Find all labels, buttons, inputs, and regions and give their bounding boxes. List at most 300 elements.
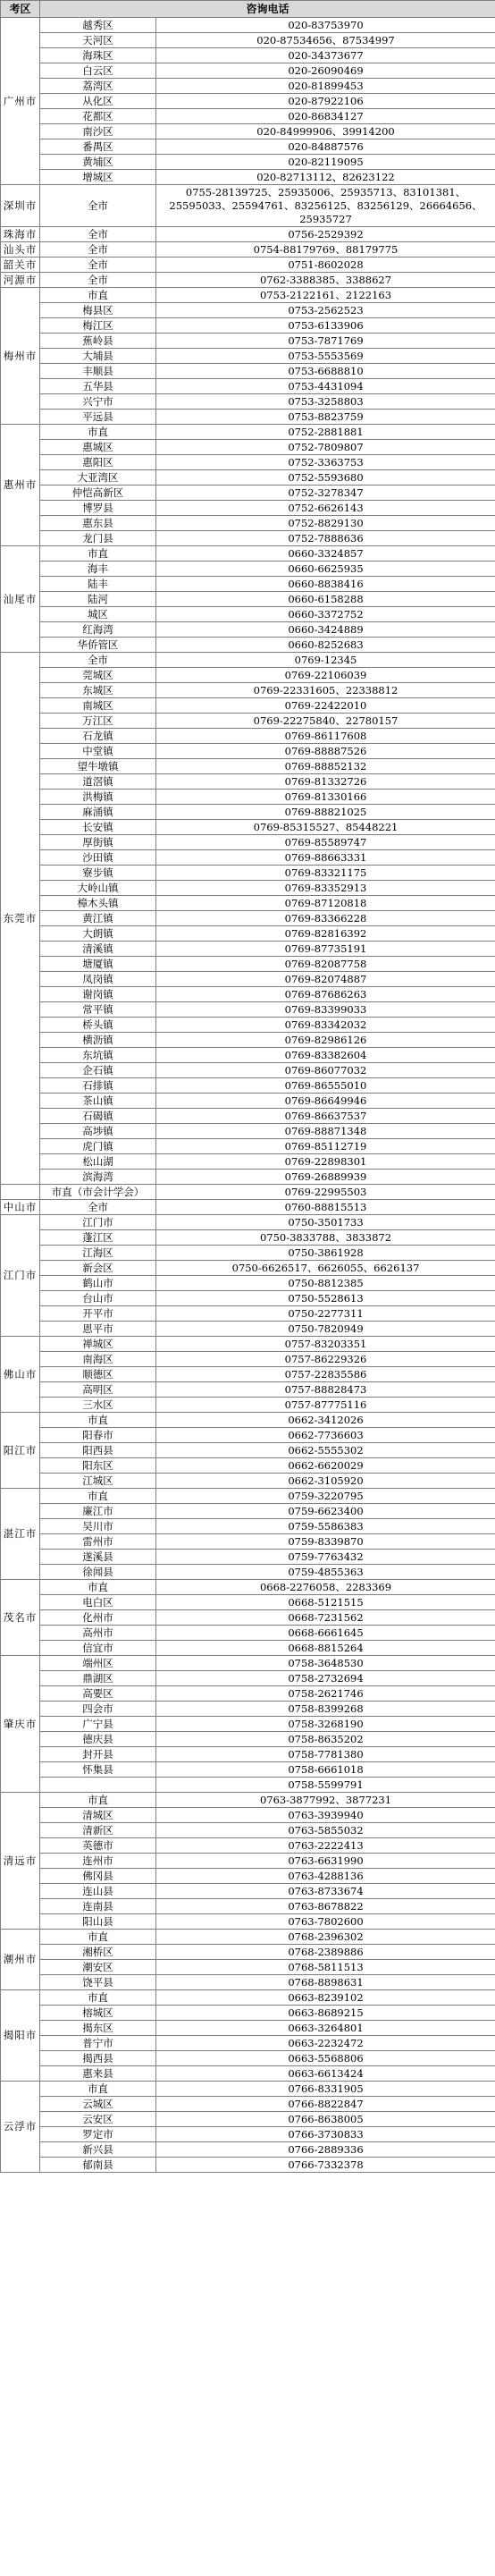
phone-cell: 0660-3372752 <box>156 607 495 622</box>
district-cell: 高明区 <box>40 1382 156 1398</box>
phone-cell: 0763-7802600 <box>156 1914 495 1930</box>
table-row <box>1 1550 495 1565</box>
table-row <box>1 683 495 698</box>
phone-cell: 0753-3258803 <box>156 394 495 410</box>
table-row <box>1 288 495 303</box>
phone-cell: 0750-2277311 <box>156 1306 495 1322</box>
table-row <box>1 638 495 653</box>
table-row <box>1 1884 495 1899</box>
phone-cell: 0769-87686263 <box>156 987 495 1002</box>
district-cell: 封开县 <box>40 1747 156 1762</box>
region-cell: 珠海市 <box>1 227 40 242</box>
district-cell: 全市 <box>40 185 156 227</box>
table-row <box>1 668 495 683</box>
district-cell: 新会区 <box>40 1261 156 1276</box>
table-row <box>1 18 495 33</box>
phone-cell: 0753-6688810 <box>156 364 495 379</box>
district-cell: 陆丰 <box>40 577 156 592</box>
table-row <box>1 1276 495 1291</box>
district-cell: 万江区 <box>40 714 156 729</box>
district-cell: 番禺区 <box>40 139 156 155</box>
table-row <box>1 1033 495 1048</box>
table-row <box>1 1367 495 1382</box>
district-cell: 红海湾 <box>40 622 156 638</box>
table-row <box>1 455 495 470</box>
phone-cell: 020-84887576 <box>156 139 495 155</box>
district-cell: 市直（市会计学会） <box>40 1185 156 1200</box>
district-cell: 石龙镇 <box>40 729 156 744</box>
phone-cell: 0759-6623400 <box>156 1504 495 1519</box>
district-cell: 兴宁市 <box>40 394 156 410</box>
district-cell: 全市 <box>40 1200 156 1215</box>
table-row <box>1 1823 495 1838</box>
table-row <box>1 1322 495 1337</box>
phone-cell: 0768-2389886 <box>156 1945 495 1960</box>
phone-cell: 0668-2276058、2283369 <box>156 1580 495 1595</box>
district-cell: 惠阳区 <box>40 455 156 470</box>
phone-cell: 0753-5553569 <box>156 349 495 364</box>
region-cell: 梅州市 <box>1 288 40 425</box>
district-cell: 连州市 <box>40 1854 156 1869</box>
phone-cell: 0763-4288136 <box>156 1869 495 1884</box>
phone-cell: 0662-7736603 <box>156 1428 495 1443</box>
table-row <box>1 2082 495 2097</box>
table-row <box>1 394 495 410</box>
phone-cell: 0769-82986126 <box>156 1033 495 1048</box>
phone-cell: 0760-88815513 <box>156 1200 495 1215</box>
district-cell: 全市 <box>40 273 156 288</box>
district-cell: 谢岗镇 <box>40 987 156 1002</box>
table-row <box>1 139 495 155</box>
district-cell: 黄江镇 <box>40 911 156 926</box>
table-row <box>1 1124 495 1139</box>
table-row <box>1 2097 495 2112</box>
table-row <box>1 1261 495 1276</box>
table-row <box>1 2021 495 2036</box>
district-cell: 信宜市 <box>40 1641 156 1656</box>
table-row <box>1 1398 495 1413</box>
table-row <box>1 1580 495 1595</box>
phone-cell: 0752-3278347 <box>156 486 495 501</box>
table-row <box>1 2158 495 2173</box>
district-cell: 化州市 <box>40 1610 156 1626</box>
district-cell: 茶山镇 <box>40 1094 156 1109</box>
phone-cell: 0757-88828473 <box>156 1382 495 1398</box>
phone-cell: 020-84999906、39914200 <box>156 124 495 139</box>
table-row <box>1 425 495 440</box>
table-row <box>1 1489 495 1504</box>
phone-cell: 0769-85112719 <box>156 1139 495 1154</box>
phone-cell: 0668-5121515 <box>156 1595 495 1610</box>
table-row <box>1 48 495 63</box>
table-row <box>1 1200 495 1215</box>
table-row <box>1 1291 495 1306</box>
table-row <box>1 714 495 729</box>
phone-cell: 0759-4855363 <box>156 1565 495 1580</box>
phone-cell: 0663-6613424 <box>156 2066 495 2082</box>
phone-cell: 0751-8602028 <box>156 258 495 273</box>
region-cell: 云浮市 <box>1 2082 40 2173</box>
table-row <box>1 1504 495 1519</box>
table-row <box>1 531 495 546</box>
district-cell: 饶平县 <box>40 1975 156 1990</box>
phone-cell: 0756-2529392 <box>156 227 495 242</box>
phone-cell: 0769-83382604 <box>156 1048 495 1063</box>
phone-cell: 0769-22106039 <box>156 668 495 683</box>
phone-cell: 0750-8812385 <box>156 1276 495 1291</box>
district-cell: 江城区 <box>40 1474 156 1489</box>
table-row <box>1 1337 495 1352</box>
district-cell: 平远县 <box>40 410 156 425</box>
region-cell: 潮州市 <box>1 1930 40 1990</box>
table-row <box>1 410 495 425</box>
district-cell: 石碣镇 <box>40 1109 156 1124</box>
header-region: 考区 <box>1 1 40 18</box>
table-row <box>1 653 495 668</box>
district-cell: 洪梅镇 <box>40 790 156 805</box>
phone-cell: 0753-4431094 <box>156 379 495 394</box>
phone-cell: 0750-7820949 <box>156 1322 495 1337</box>
district-cell: 南沙区 <box>40 124 156 139</box>
region-cell: 中山市 <box>1 1200 40 1215</box>
phone-cell: 0769-88663331 <box>156 850 495 866</box>
district-cell: 大埔县 <box>40 349 156 364</box>
region-cell: 肇庆市 <box>1 1656 40 1793</box>
table-row <box>1 258 495 273</box>
phone-cell: 0769-82087758 <box>156 957 495 972</box>
phone-cell: 020-87534656、87534997 <box>156 33 495 48</box>
district-cell: 龙门县 <box>40 531 156 546</box>
table-row <box>1 364 495 379</box>
table-row <box>1 1641 495 1656</box>
table-row <box>1 1686 495 1702</box>
district-cell: 清城区 <box>40 1808 156 1823</box>
table-row <box>1 592 495 607</box>
district-cell: 天河区 <box>40 33 156 48</box>
district-cell: 塘厦镇 <box>40 957 156 972</box>
table-row <box>1 2112 495 2127</box>
table-row <box>1 1945 495 1960</box>
phone-cell: 020-86834127 <box>156 109 495 124</box>
district-cell: 鼎湖区 <box>40 1671 156 1686</box>
phone-cell: 0769-83366228 <box>156 911 495 926</box>
district-cell: 市直 <box>40 1793 156 1808</box>
table-row <box>1 577 495 592</box>
district-cell: 城区 <box>40 607 156 622</box>
region-cell <box>1 1185 40 1200</box>
table-row <box>1 1170 495 1185</box>
district-cell: 廉江市 <box>40 1504 156 1519</box>
phone-cell: 0750-6626517、6626055、6626137 <box>156 1261 495 1276</box>
region-cell: 广州市 <box>1 18 40 185</box>
phone-cell: 020-81899453 <box>156 79 495 94</box>
district-cell: 雷州市 <box>40 1534 156 1550</box>
district-cell: 中堂镇 <box>40 744 156 759</box>
table-row <box>1 1702 495 1717</box>
district-cell: 怀集县 <box>40 1762 156 1778</box>
district-cell: 连山县 <box>40 1884 156 1899</box>
phone-cell: 0753-2122161、2122163 <box>156 288 495 303</box>
district-cell: 开平市 <box>40 1306 156 1322</box>
region-cell: 阳江市 <box>1 1413 40 1489</box>
table-row <box>1 835 495 850</box>
district-cell: 市直 <box>40 425 156 440</box>
district-cell: 榕城区 <box>40 2006 156 2021</box>
table-row <box>1 1458 495 1474</box>
table-row <box>1 744 495 759</box>
phone-cell: 0769-22898301 <box>156 1154 495 1170</box>
phone-cell: 0759-8339870 <box>156 1534 495 1550</box>
district-cell: 高州市 <box>40 1626 156 1641</box>
phone-cell: 0668-7231562 <box>156 1610 495 1626</box>
table-row <box>1 1002 495 1018</box>
table-row <box>1 911 495 926</box>
district-cell: 博罗县 <box>40 501 156 516</box>
table-row <box>1 334 495 349</box>
district-cell: 顺德区 <box>40 1367 156 1382</box>
district-cell: 南城区 <box>40 698 156 714</box>
region-cell: 清远市 <box>1 1793 40 1930</box>
phone-cell: 0769-22275840、22780157 <box>156 714 495 729</box>
table-row <box>1 942 495 957</box>
district-cell: 花都区 <box>40 109 156 124</box>
district-cell: 虎门镇 <box>40 1139 156 1154</box>
district-cell: 南海区 <box>40 1352 156 1367</box>
phone-cell: 0769-87120818 <box>156 896 495 911</box>
table-row <box>1 227 495 242</box>
phone-cell: 0769-83342032 <box>156 1018 495 1033</box>
region-cell: 惠州市 <box>1 425 40 546</box>
district-cell: 电白区 <box>40 1595 156 1610</box>
region-cell: 茂名市 <box>1 1580 40 1656</box>
district-cell: 麻涌镇 <box>40 805 156 820</box>
table-row <box>1 33 495 48</box>
table-row <box>1 1595 495 1610</box>
district-cell: 端州区 <box>40 1656 156 1671</box>
phone-cell: 0754-88179769、88179775 <box>156 242 495 258</box>
district-cell: 凤岗镇 <box>40 972 156 987</box>
phone-cell: 0763-2222413 <box>156 1838 495 1854</box>
phone-cell: 0769-26889939 <box>156 1170 495 1185</box>
phone-cell: 0769-86077032 <box>156 1063 495 1078</box>
table-row <box>1 866 495 881</box>
phone-cell: 0752-3363753 <box>156 455 495 470</box>
table-row <box>1 1975 495 1990</box>
table-row <box>1 94 495 109</box>
region-cell: 深圳市 <box>1 185 40 227</box>
table-row <box>1 1747 495 1762</box>
district-cell: 阳西县 <box>40 1443 156 1458</box>
district-cell: 海丰 <box>40 562 156 577</box>
table-row <box>1 881 495 896</box>
district-cell: 鹤山市 <box>40 1276 156 1291</box>
phone-cell: 0750-5528613 <box>156 1291 495 1306</box>
district-cell: 海珠区 <box>40 48 156 63</box>
phone-cell: 0769-88871348 <box>156 1124 495 1139</box>
table-row <box>1 972 495 987</box>
phone-cell: 0769-86637537 <box>156 1109 495 1124</box>
district-cell: 望牛墩镇 <box>40 759 156 774</box>
phone-cell: 0660-8838416 <box>156 577 495 592</box>
table-row <box>1 2051 495 2066</box>
table-row <box>1 1352 495 1367</box>
district-cell: 郁南县 <box>40 2158 156 2173</box>
table-row <box>1 63 495 79</box>
table-row <box>1 790 495 805</box>
table-row <box>1 379 495 394</box>
table-row <box>1 79 495 94</box>
phone-cell: 0769-22995503 <box>156 1185 495 1200</box>
phone-cell: 0769-88852132 <box>156 759 495 774</box>
phone-cell: 0766-8822847 <box>156 2097 495 2112</box>
district-cell: 全市 <box>40 653 156 668</box>
district-cell: 市直 <box>40 2082 156 2097</box>
region-cell: 东莞市 <box>1 653 40 1185</box>
district-cell: 大朗镇 <box>40 926 156 942</box>
table-row <box>1 318 495 334</box>
phone-cell: 0750-3833788、3833872 <box>156 1230 495 1246</box>
district-cell: 黄埔区 <box>40 155 156 170</box>
table-row <box>1 1094 495 1109</box>
district-cell: 恩平市 <box>40 1322 156 1337</box>
phone-cell: 0752-6626143 <box>156 501 495 516</box>
district-cell: 桥头镇 <box>40 1018 156 1033</box>
phone-cell: 0768-5811513 <box>156 1960 495 1975</box>
table-row <box>1 2006 495 2021</box>
district-cell: 大岭山镇 <box>40 881 156 896</box>
phone-cell: 0753-2562523 <box>156 303 495 318</box>
phone-cell: 0769-83352913 <box>156 881 495 896</box>
phone-cell: 0758-3268190 <box>156 1717 495 1732</box>
table-row <box>1 1717 495 1732</box>
phone-cell: 0766-2889336 <box>156 2142 495 2158</box>
phone-cell: 0766-8331905 <box>156 2082 495 2097</box>
phone-cell: 0759-7763432 <box>156 1550 495 1565</box>
phone-cell: 0759-5586383 <box>156 1519 495 1534</box>
table-row <box>1 1762 495 1778</box>
table-row <box>1 1230 495 1246</box>
district-cell: 英德市 <box>40 1838 156 1854</box>
district-cell: 寮步镇 <box>40 866 156 881</box>
district-cell: 遂溪县 <box>40 1550 156 1565</box>
district-cell: 横沥镇 <box>40 1033 156 1048</box>
district-cell: 禅城区 <box>40 1337 156 1352</box>
phone-cell: 0769-86649946 <box>156 1094 495 1109</box>
table-row <box>1 1306 495 1322</box>
table-row <box>1 470 495 486</box>
table-row <box>1 1413 495 1428</box>
table-row <box>1 1626 495 1641</box>
table-row <box>1 1778 495 1793</box>
district-cell: 全市 <box>40 258 156 273</box>
table-row <box>1 1808 495 1823</box>
table-row <box>1 1063 495 1078</box>
phone-cell: 0752-7809807 <box>156 440 495 455</box>
district-cell: 莞城区 <box>40 668 156 683</box>
phone-cell: 0662-3105920 <box>156 1474 495 1489</box>
phone-cell: 0769-83399033 <box>156 1002 495 1018</box>
phone-cell: 0763-3939940 <box>156 1808 495 1823</box>
district-cell: 清溪镇 <box>40 942 156 957</box>
phone-cell: 0758-8635202 <box>156 1732 495 1747</box>
district-cell: 市直 <box>40 1930 156 1945</box>
table-row <box>1 273 495 288</box>
phone-cell: 0753-8823759 <box>156 410 495 425</box>
district-cell: 荔湾区 <box>40 79 156 94</box>
table-row <box>1 805 495 820</box>
region-cell: 河源市 <box>1 273 40 288</box>
district-cell: 樟木头镇 <box>40 896 156 911</box>
district-cell: 云城区 <box>40 2097 156 2112</box>
district-cell: 蓬江区 <box>40 1230 156 1246</box>
phone-cell: 0766-8638005 <box>156 2112 495 2127</box>
phone-cell: 0752-7888636 <box>156 531 495 546</box>
district-cell: 湘桥区 <box>40 1945 156 1960</box>
district-cell: 松山湖 <box>40 1154 156 1170</box>
phone-cell: 0750-3501733 <box>156 1215 495 1230</box>
table-row <box>1 242 495 258</box>
district-cell: 四会市 <box>40 1702 156 1717</box>
table-row <box>1 546 495 562</box>
district-cell: 陆河 <box>40 592 156 607</box>
header-phone: 咨询电话 <box>40 1 495 18</box>
table-row <box>1 185 495 227</box>
district-cell: 徐闻县 <box>40 1565 156 1580</box>
district-cell: 东坑镇 <box>40 1048 156 1063</box>
district-cell: 惠城区 <box>40 440 156 455</box>
table-row <box>1 1656 495 1671</box>
district-cell: 增城区 <box>40 170 156 185</box>
district-cell: 市直 <box>40 546 156 562</box>
phone-cell: 0750-3861928 <box>156 1246 495 1261</box>
table-row <box>1 1732 495 1747</box>
region-cell: 韶关市 <box>1 258 40 273</box>
table-row <box>1 349 495 364</box>
table-row <box>1 1930 495 1945</box>
district-cell: 阳山县 <box>40 1914 156 1930</box>
table-row <box>1 1018 495 1033</box>
table-row <box>1 1960 495 1975</box>
district-cell: 台山市 <box>40 1291 156 1306</box>
district-cell: 道滘镇 <box>40 774 156 790</box>
district-cell: 揭东区 <box>40 2021 156 2036</box>
table-row <box>1 926 495 942</box>
phone-cell: 020-82119095 <box>156 155 495 170</box>
table-row <box>1 1671 495 1686</box>
phone-cell: 0763-5855032 <box>156 1823 495 1838</box>
district-cell: 高埗镇 <box>40 1124 156 1139</box>
phone-cell: 0769-87735191 <box>156 942 495 957</box>
phone-cell: 0758-2621746 <box>156 1686 495 1702</box>
district-cell: 广宁县 <box>40 1717 156 1732</box>
phone-cell: 0769-85315527、85448221 <box>156 820 495 835</box>
phone-cell: 0752-2881881 <box>156 425 495 440</box>
phone-cell: 0663-8689215 <box>156 2006 495 2021</box>
table-row <box>1 1474 495 1489</box>
table-row <box>1 562 495 577</box>
district-cell: 惠来县 <box>40 2066 156 2082</box>
phone-cell: 0660-6158288 <box>156 592 495 607</box>
phone-cell: 0762-3388385、3388627 <box>156 273 495 288</box>
table-row <box>1 957 495 972</box>
table-row <box>1 1854 495 1869</box>
phone-cell: 0758-5599791 <box>156 1778 495 1793</box>
table-row <box>1 1078 495 1094</box>
district-cell: 罗定市 <box>40 2127 156 2142</box>
district-cell: 东城区 <box>40 683 156 698</box>
table-row <box>1 303 495 318</box>
district-cell <box>40 1778 156 1793</box>
